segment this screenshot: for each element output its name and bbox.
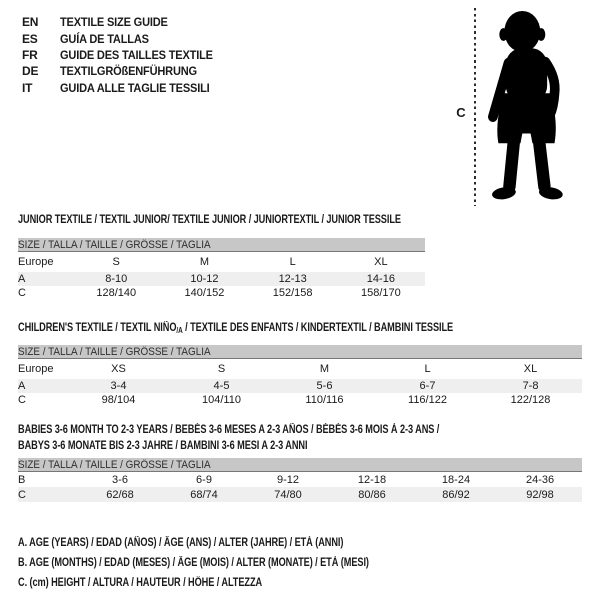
row-label: C	[18, 487, 78, 502]
footnote-c	[18, 577, 323, 590]
lang-code: FR	[22, 47, 38, 62]
footnote-a	[18, 537, 425, 550]
size-cell: 12-18	[357, 473, 387, 486]
size-cell: 104/110	[202, 394, 241, 406]
size-header-label: SIZE / TALLA / TAILLE / GRÖSSE / TAGLIA	[18, 238, 211, 251]
size-cell: 3-6	[112, 473, 128, 486]
row-label: A	[18, 272, 72, 286]
children-section-title-text	[18, 321, 453, 339]
table-row-europe	[18, 359, 582, 380]
size-cell: 18-24	[441, 473, 471, 486]
size-cell: 74/80	[246, 487, 330, 502]
size-cell: 4-5	[170, 379, 273, 393]
size-cell: 24-36	[525, 473, 555, 486]
language-title-list	[22, 14, 226, 96]
size-cell: XL	[523, 363, 538, 375]
lang-row-fr	[22, 47, 226, 63]
size-cell: 98/104	[101, 394, 136, 406]
footnote-b	[18, 557, 457, 570]
size-cell: 7-8	[479, 379, 582, 393]
junior-section-title	[18, 213, 497, 229]
lang-title: GUIDA ALLE TAGLIE TESSILI	[60, 80, 210, 95]
row-label: Europe	[18, 363, 54, 375]
row-label: B	[18, 473, 26, 486]
size-cell: 6-7	[376, 379, 479, 393]
title-part: CHILDREN'S TEXTILE / TEXTIL NIÑO	[18, 322, 177, 334]
size-header-label: SIZE / TALLA / TAILLE / GRÖSSE / TAGLIA	[18, 458, 211, 471]
junior-section-title-text: JUNIOR TEXTILE / TEXTIL JUNIOR/ TEXTILE JUNIOR / JUNIORTEXTIL / JUNIOR TESSILE	[18, 214, 401, 226]
size-cell: 152/158	[272, 287, 313, 299]
footnote-b-text: B. AGE (MONTHS) / EDAD (MESES) / ÂGE (MOIS) / ALTER (MONATE) / ETÀ (MESI)	[18, 557, 369, 569]
size-cell: 140/152	[184, 287, 225, 299]
babies-size-table	[18, 458, 582, 502]
table-row-age	[18, 272, 425, 286]
height-measure-label: C	[456, 105, 466, 120]
table-row-height	[18, 286, 425, 300]
babies-title-line1: BABIES 3-6 MONTH TO 2-3 YEARS / BEBÉS 3-6 MESES A 2-3 AÑOS / BÉBÉS 3-6 MOIS À 2-3 ANS /	[18, 424, 440, 436]
size-cell: 12-13	[249, 272, 337, 286]
lang-row-it	[22, 80, 226, 96]
lang-row-en	[22, 14, 226, 30]
size-cell: XS	[111, 363, 126, 375]
size-cell: XL	[374, 256, 388, 268]
size-cell: S	[217, 363, 226, 375]
size-cell: M	[199, 256, 210, 268]
row-label: Europe	[18, 256, 54, 268]
height-dashed-line	[474, 8, 476, 206]
size-header-row	[18, 458, 582, 472]
title-part: / TEXTILE DES ENFANTS / KINDERTEXTIL / BAMBINI TESSILE	[182, 322, 454, 334]
size-cell: 92/98	[498, 487, 582, 502]
size-cell: 128/140	[96, 287, 137, 299]
size-cell: 122/128	[510, 394, 551, 406]
lang-code: ES	[22, 31, 38, 46]
lang-title: TEXTILE SIZE GUIDE	[60, 15, 168, 30]
footnote-c-text: C. (cm) HEIGHT / ALTURA / HAUTEUR / HÖHE / ALTEZZA	[18, 577, 263, 589]
footnote-a-text: A. AGE (YEARS) / EDAD (AÑOS) / ÂGE (ANS) / ALTER (JAHRE) / ETÀ (ANNI)	[18, 537, 344, 549]
size-header-row	[18, 238, 425, 252]
size-cell: L	[289, 256, 296, 268]
lang-title: TEXTILGRÖßENFÜHRUNG	[60, 64, 197, 79]
size-cell: 80/86	[330, 487, 414, 502]
size-cell: 8-10	[72, 272, 160, 286]
size-cell: 9-12	[276, 473, 300, 486]
children-size-table	[18, 345, 582, 407]
size-cell: 10-12	[160, 272, 248, 286]
size-cell: 158/170	[360, 287, 401, 299]
lang-title: GUIDE DES TAILLES TEXTILE	[60, 47, 213, 62]
size-cell: 68/74	[162, 487, 246, 502]
lang-code: EN	[22, 15, 39, 30]
size-cell: 3-4	[67, 379, 170, 393]
lang-code: IT	[22, 80, 33, 95]
table-row-age-months	[18, 472, 582, 488]
table-row-height	[18, 393, 582, 407]
lang-code: DE	[22, 64, 39, 79]
table-row-age	[18, 379, 582, 393]
title-subscript: /A	[176, 326, 183, 335]
toddler-silhouette-icon	[480, 9, 572, 205]
lang-title: GUÍA DE TALLAS	[60, 31, 149, 46]
size-cell: M	[319, 363, 330, 375]
lang-row-es	[22, 30, 226, 46]
size-cell: 6-9	[196, 473, 212, 486]
row-label: C	[18, 394, 26, 406]
size-cell: S	[112, 256, 120, 268]
size-cell: L	[424, 363, 431, 375]
lang-row-de	[22, 63, 226, 79]
junior-size-table	[18, 238, 425, 300]
size-cell: 86/92	[414, 487, 498, 502]
size-cell: 116/122	[408, 394, 447, 406]
size-cell: 110/116	[305, 394, 344, 406]
babies-section-title	[18, 423, 545, 454]
children-section-title	[18, 321, 562, 339]
row-label: C	[18, 287, 26, 299]
row-label: A	[18, 379, 67, 393]
size-header-label: SIZE / TALLA / TAILLE / GRÖSSE / TAGLIA	[18, 345, 211, 358]
babies-title-line2: BABYS 3-6 MONATE BIS 2-3 JAHRE / BAMBINI 3-6 MESI A 2-3 ANNI	[18, 439, 308, 452]
size-cell: 5-6	[273, 379, 376, 393]
size-cell: 14-16	[337, 272, 425, 286]
size-header-row	[18, 345, 582, 359]
table-row-height	[18, 487, 582, 502]
size-cell: 62/68	[78, 487, 162, 502]
table-row-europe	[18, 252, 425, 273]
